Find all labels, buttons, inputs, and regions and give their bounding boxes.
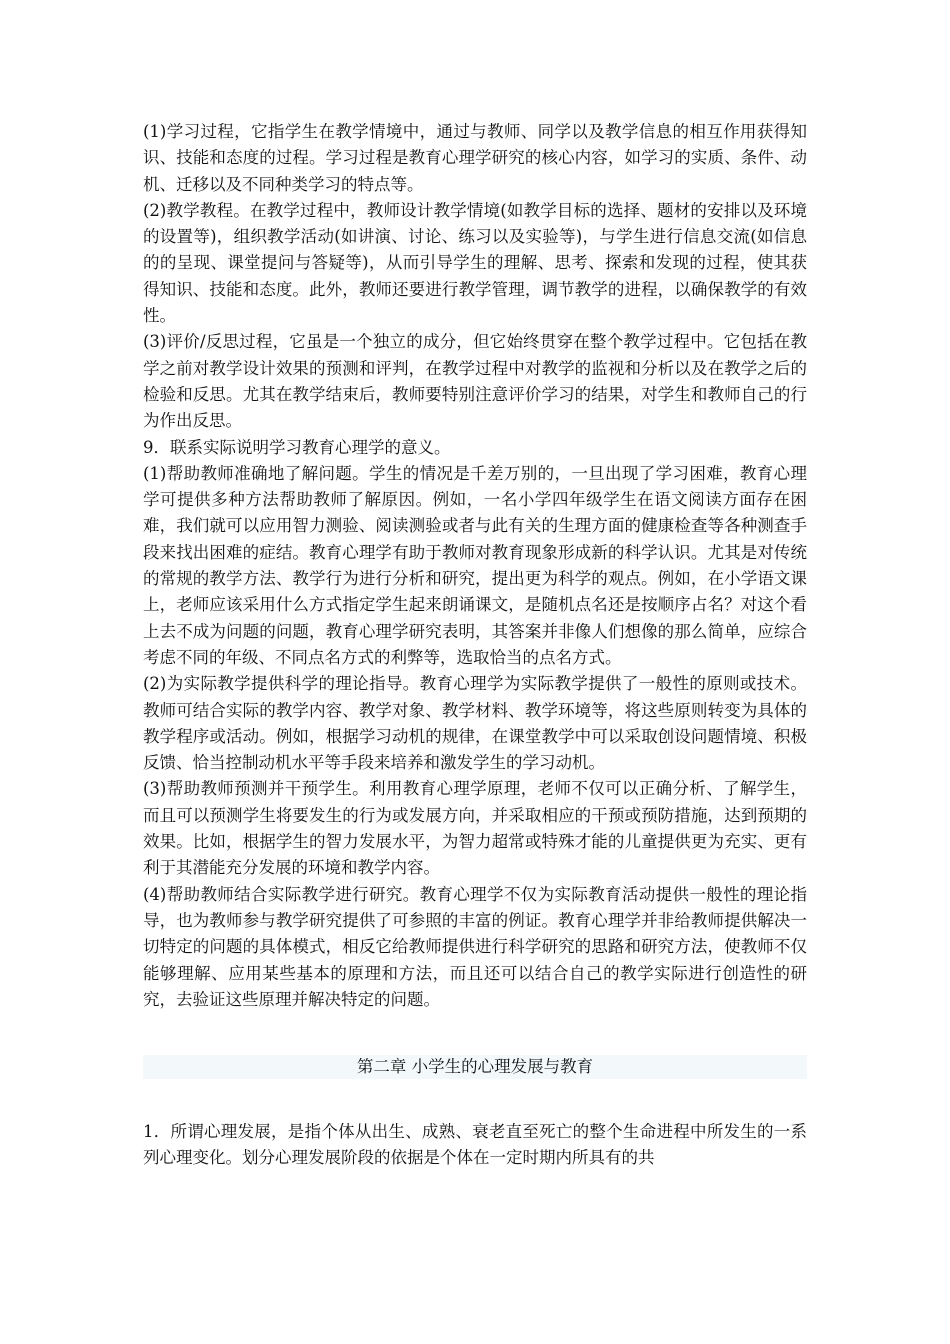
chapter-heading: 第二章 小学生的心理发展与教育 <box>143 1055 807 1079</box>
paragraph-psychological-development: 1．所谓心理发展，是指个体从出生、成熟、衰老直至死亡的整个生命进程中所发生的一系列心理变化。划分心理发展阶段的依据是个体在一定时期内所具有的共 <box>143 1122 807 1168</box>
paragraph-learning-process: (1)学习过程，它指学生在教学情境中，通过与教师、同学以及教学信息的相互作用获得知识、技能和态度的过程。学习过程是教育心理学研究的核心内容，如学习的实质、条件、动机、迁移以及不同种类学习的特点等。 <box>143 122 807 194</box>
document-body <box>143 119 807 1172</box>
paragraph-predict-intervene: (3)帮助教师预测并干预学生。利用教育心理学原理，老师不仅可以正确分析、了解学生，而且可以预测学生将要发生的行为或发展方向，并采取相应的干预或预防措施，达到预期的效果。比如，根据学生的智力发展水平，为智力超常或特殊才能的儿童提供更为充实、更有利于其潜能充分发展的环境和教学内容。 <box>143 779 807 878</box>
paragraph-evaluation-process: (3)评价/反思过程，它虽是一个独立的成分，但它始终贯穿在整个教学过程中。它包括在教学之前对教学设计效果的预测和评判，在教学过程中对教学的监视和分析以及在教学之后的检验和反思。尤其在教学结束后，教师要特别注意评价学习的结果，对学生和教师自己的行为作出反思。 <box>143 332 807 431</box>
paragraph-research: (4)帮助教师结合实际教学进行研究。教育心理学不仅为实际教育活动提供一般性的理论指导，也为教师参与教学研究提供了可参照的丰富的例证。教育心理学并非给教师提供解决一切特定的问题的具体模式，相反它给教师提供进行科学研究的思路和研究方法，使教师不仅能够理解、应用某些基本的原理和方法，而且还可以结合自己的教学实际进行创造性的研究，去验证这些原理并解决特定的问题。 <box>143 884 807 1009</box>
question-heading-9: 9．联系实际说明学习教育心理学的意义。 <box>143 437 451 457</box>
paragraph-theory-guidance: (2)为实际教学提供科学的理论指导。教育心理学为实际教学提供了一般性的原则或技术。教师可结合实际的教学内容、教学对象、教学材料、教学环境等，将这些原则转变为具体的教学程序或活动。例如，根据学习动机的规律，在课堂教学中可以采取创设问题情境、积极反馈、恰当控制动机水平等手段来培养和激发学生的学习动机。 <box>143 674 807 773</box>
paragraph-understand-problems: (1)帮助教师准确地了解问题。学生的情况是千差万别的，一旦出现了学习困难，教育心理学可提供多种方法帮助教师了解原因。例如，一名小学四年级学生在语文阅读方面存在困难，我们就可以应用智力测验、阅读测验或者与此有关的生理方面的健康检查等各种测查手段来找出困难的症结。教育心理学有助于教师对教育现象形成新的科学认识。尤其是对传统的常规的教学方法、教学行为进行分析和研究，提出更为科学的观点。例如，在小学语文课上，老师应该采用什么方式指定学生起来朗诵课文，是随机点名还是按顺序占名？对这个看上去不成为问题的问题，教育心理学研究表明，其答案并非像人们想像的那么简单，应综合考虑不同的年级、不同点名方式的利弊等，选取恰当的点名方式。 <box>143 463 807 667</box>
section-spacer <box>143 1079 807 1119</box>
paragraph-teaching-process: (2)教学教程。在教学过程中，教师设计教学情境(如教学目标的选择、题材的安排以及环境的设置等)，组织教学活动(如讲演、讨论、练习以及实验等)，与学生进行信息交流(如信息的的呈现、课堂提问与答疑等)，从而引导学生的理解、思考、探索和发现的过程，使其获得知识、技能和态度。此外，教师还要进行教学管理，调节教学的进程，以确保教学的有效性。 <box>143 200 807 326</box>
